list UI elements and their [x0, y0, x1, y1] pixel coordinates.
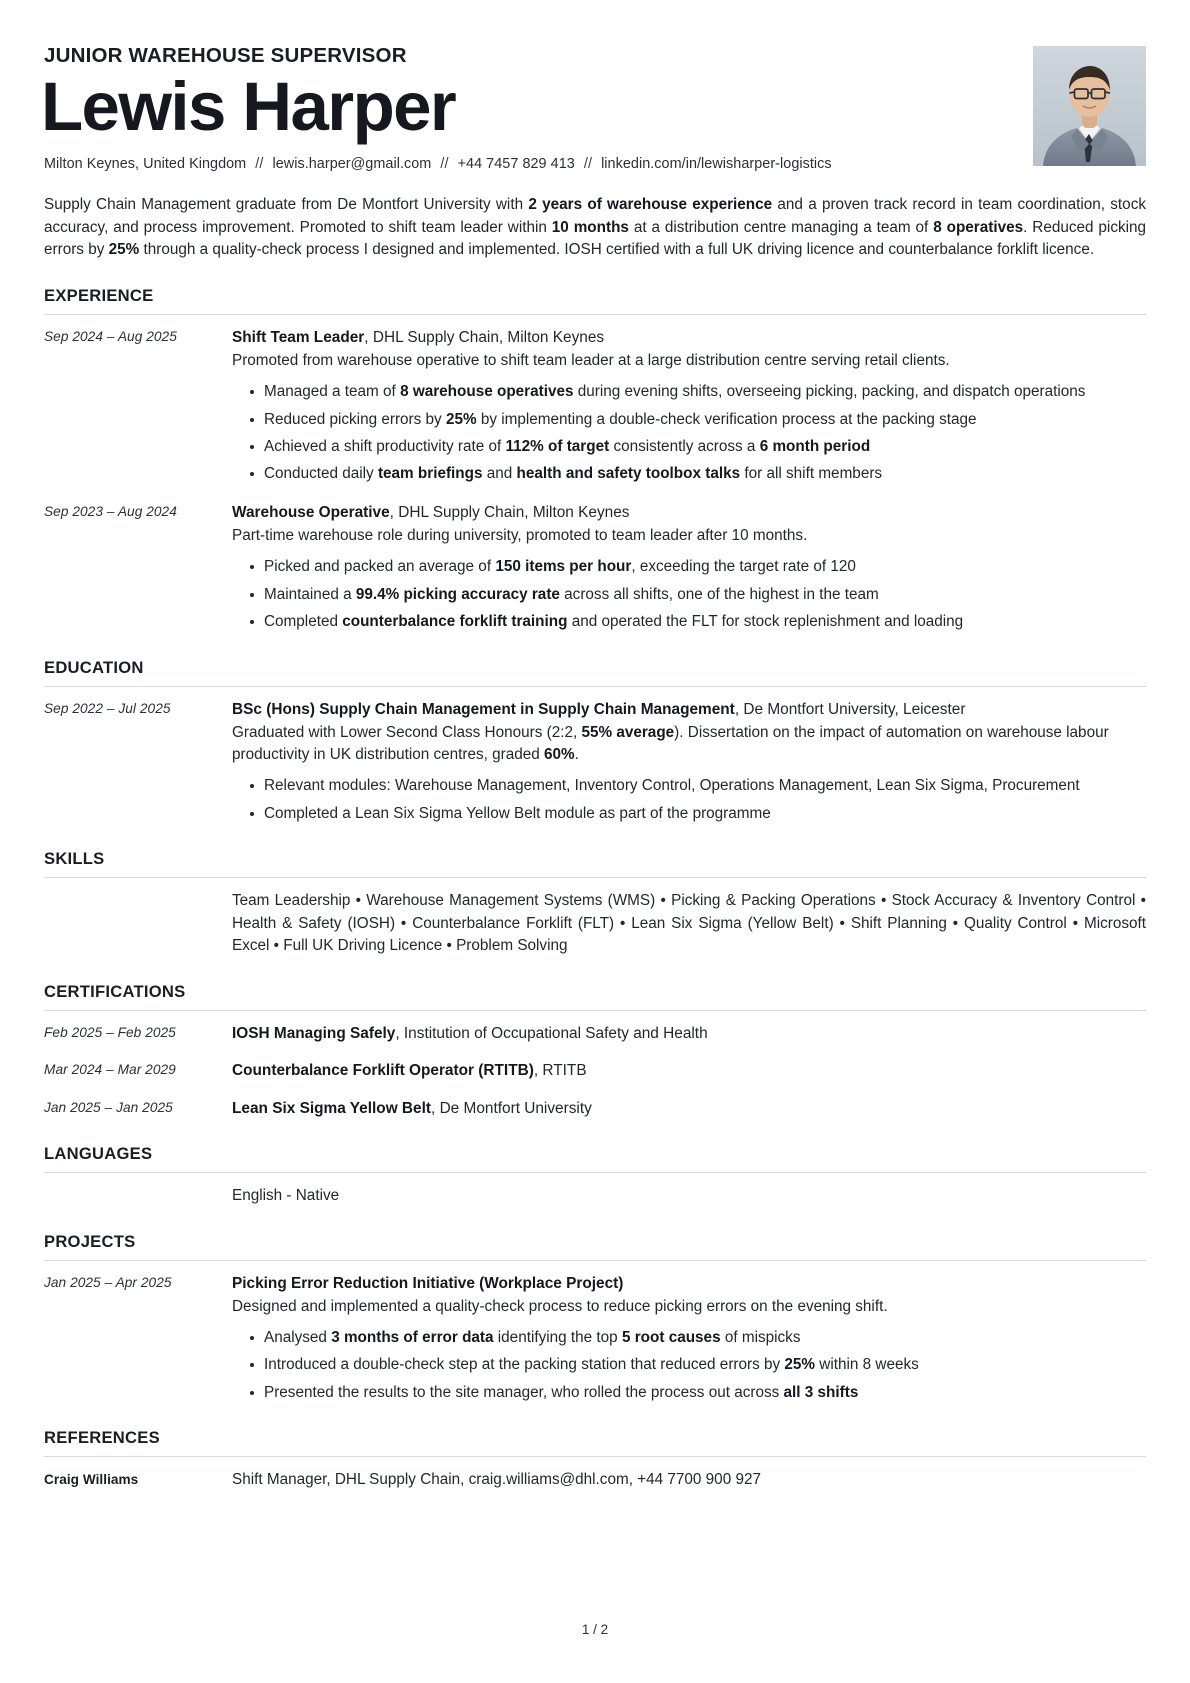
skills-list: [232, 890, 1146, 957]
skill-separator: •: [442, 937, 457, 955]
headshot-photo-icon: [1033, 46, 1146, 166]
education-bullet-item: [232, 775, 1146, 797]
section-certifications: [44, 982, 1146, 1121]
section-projects: [44, 1232, 1146, 1405]
experience-b3-frag-2: and: [482, 465, 517, 483]
experience-b1-frag-1: 25%: [445, 410, 477, 428]
reference-entry: [44, 1469, 1146, 1491]
skill-item: Picking & Packing Operations: [671, 892, 876, 910]
certification-entry-title-main: IOSH Managing Safely: [232, 1024, 396, 1042]
contact-separator-2: //: [440, 156, 449, 173]
project-entry-list: [44, 1273, 1146, 1405]
experience-b1-frag-2: across all shifts, one of the highest in the team: [559, 585, 879, 603]
experience-entry-title-main: Shift Team Leader: [232, 328, 365, 346]
avatar: [1033, 46, 1146, 166]
experience-entry-date: Sep 2024 – Aug 2025: [44, 328, 177, 344]
education-desc-frag-2: ). Dissertation on the impact of automation on warehouse labour productivity in UK distribution centres, graded: [232, 723, 1109, 763]
experience-bullet-item: [232, 381, 1146, 403]
experience-entry: [44, 327, 1146, 486]
experience-b1-frag-0: Reduced picking errors by: [264, 410, 446, 428]
certification-entry-list: [44, 1023, 1146, 1121]
certification-entry-title-main: Counterbalance Forklift Operator (RTITB): [232, 1062, 534, 1080]
section-experience: [44, 286, 1146, 634]
section-title-experience: EXPERIENCE: [44, 285, 154, 305]
education-entry-date: Sep 2022 – Jul 2025: [44, 700, 171, 716]
section-languages: [44, 1144, 1146, 1207]
experience-b1-frag-2: by implementing a double-check verification process at the packing stage: [476, 410, 977, 428]
experience-b0-frag-2: , exceeding the target rate of 120: [631, 558, 856, 576]
project-bullet-item: [232, 1382, 1146, 1404]
skill-item: Full UK Driving Licence: [283, 937, 443, 955]
experience-b0-frag-0: Managed a team of: [264, 383, 401, 401]
certification-entry: [44, 1098, 1146, 1120]
page-number: 1 / 2: [581, 1622, 609, 1637]
summary-frag-7: 25%: [108, 241, 140, 259]
contact-line: [44, 156, 1011, 172]
project-b1-frag-1: 25%: [784, 1356, 816, 1374]
experience-entry-list: [44, 327, 1146, 634]
education-entry-title-main: BSc (Hons) Supply Chain Management in Supply Chain Management: [232, 700, 735, 718]
project-b0-frag-3: 5 root causes: [621, 1328, 721, 1346]
summary-frag-6: . Reduced picking errors by: [44, 218, 1147, 259]
certification-entry-body: [232, 1060, 1146, 1082]
contact-phone[interactable]: +44 7457 829 413: [457, 156, 575, 173]
skill-item: Quality Control: [964, 914, 1067, 932]
education-bullet-list: [232, 775, 1146, 825]
reference-details: Shift Manager, DHL Supply Chain, craig.williams@dhl.com, +44 7700 900 927: [232, 1471, 761, 1489]
experience-entry-body: [232, 502, 1146, 634]
project-bullet-item: [232, 1354, 1146, 1376]
skill-item: Counterbalance Forklift (FLT): [412, 914, 615, 932]
section-divider: [44, 1172, 1146, 1173]
skill-separator: •: [614, 914, 632, 932]
skill-item: Shift Planning: [850, 914, 947, 932]
project-b0-frag-1: 3 months of error data: [331, 1328, 494, 1346]
experience-bullet-list: [232, 381, 1146, 486]
experience-entry-date: Sep 2023 – Aug 2024: [44, 503, 177, 519]
education-entry-description: [232, 722, 1146, 767]
contact-location: Milton Keynes, United Kingdom: [44, 156, 247, 173]
certification-entry-title: [232, 1060, 1146, 1082]
skill-separator: •: [1066, 914, 1084, 932]
experience-b3-frag-1: team briefings: [377, 465, 483, 483]
certification-entry-title-detail: , Institution of Occupational Safety and Health: [395, 1024, 708, 1042]
education-entry: [44, 699, 1146, 826]
experience-b3-frag-3: health and safety toolbox talks: [516, 465, 741, 483]
contact-email[interactable]: lewis.harper@gmail.com: [272, 156, 432, 173]
skills-row: [44, 890, 1146, 957]
skill-separator: •: [875, 892, 892, 910]
header-text-block: [41, 42, 1011, 173]
experience-b1-frag-0: Maintained a: [264, 585, 356, 603]
contact-separator-1: //: [255, 156, 264, 173]
skill-item: Lean Six Sigma (Yellow Belt): [631, 914, 834, 932]
section-divider: [44, 686, 1146, 687]
section-skills: [44, 849, 1146, 957]
certification-entry-title-detail: , RTITB: [533, 1062, 587, 1080]
section-divider: [44, 1010, 1146, 1011]
education-entry-title-detail: , De Montfort University, Leicester: [734, 700, 966, 718]
experience-b0-frag-0: Picked and packed an average of: [264, 558, 496, 576]
section-title-education: EDUCATION: [44, 657, 144, 677]
experience-b2-frag-1: 112% of target: [505, 438, 610, 455]
education-desc-frag-1: 55% average: [581, 723, 675, 741]
section-divider: [44, 314, 1146, 315]
experience-bullet-list: [232, 556, 1146, 633]
certification-entry: [44, 1023, 1146, 1045]
certification-entry-body: [232, 1098, 1146, 1120]
section-title-languages: LANGUAGES: [44, 1144, 153, 1164]
skill-separator: •: [833, 914, 851, 932]
resume-header: [41, 42, 1146, 173]
project-entry-title: [232, 1273, 1146, 1295]
education-b0-frag-0: Relevant modules: Warehouse Management, Inventory Control, Operations Management, Lean Six Sigma, Procurement: [264, 777, 1080, 795]
contact-separator-3: //: [583, 156, 592, 173]
experience-b1-frag-1: 99.4% picking accuracy rate: [355, 585, 560, 603]
experience-b0-frag-2: during evening shifts, overseeing picking, packing, and dispatch operations: [573, 383, 1086, 401]
experience-entry-title-detail: , DHL Supply Chain, Milton Keynes: [364, 328, 605, 346]
summary-frag-5: 8 operatives: [933, 218, 1024, 236]
languages-text: English - Native: [232, 1187, 340, 1205]
skill-item: Problem Solving: [456, 937, 568, 955]
education-entry-body: [232, 699, 1146, 826]
education-desc-frag-0: Graduated with Lower Second Class Honours (2:2,: [232, 723, 582, 741]
section-title-certifications: CERTIFICATIONS: [44, 981, 186, 1001]
skill-item: Team Leadership: [232, 892, 351, 910]
project-entry-description: Designed and implemented a quality-check process to reduce picking errors on the evening shift.: [232, 1297, 888, 1315]
experience-b2-frag-3: 6 month period: [759, 438, 871, 455]
education-bullet-item: [232, 803, 1146, 825]
education-desc-frag-3: 60%: [544, 745, 575, 763]
experience-b2-frag-0: Achieved a shift productivity rate of: [264, 438, 506, 455]
project-entry-title-main: Picking Error Reduction Initiative (Workplace Project): [232, 1274, 624, 1292]
certification-entry: [44, 1060, 1146, 1082]
project-b0-frag-2: identifying the top: [493, 1328, 622, 1346]
skill-separator: •: [1135, 892, 1147, 910]
experience-entry-description: Part-time warehouse role during university, promoted to team leader after 10 months.: [232, 526, 808, 544]
certification-entry-body: [232, 1023, 1146, 1045]
section-divider: [44, 877, 1146, 878]
summary-frag-8: through a quality-check process I designed and implemented. IOSH certified with a full UK driving licence and counterbalance forklift licence.: [139, 241, 1095, 259]
experience-bullet-item: [232, 584, 1146, 606]
section-title-projects: PROJECTS: [44, 1231, 136, 1251]
education-desc-frag-4: .: [574, 745, 579, 763]
project-b0-frag-0: Analysed: [264, 1328, 332, 1346]
experience-b0-frag-1: 8 warehouse operatives: [400, 383, 574, 401]
project-entry-body: [232, 1273, 1146, 1405]
experience-entry-title-main: Warehouse Operative: [232, 503, 390, 521]
experience-entry-title: [232, 327, 1146, 349]
education-b1-frag-0: Completed a Lean Six Sigma Yellow Belt module as part of the programme: [264, 804, 771, 822]
section-title-skills: SKILLS: [44, 849, 105, 869]
summary-frag-2: and a proven track record in team coordination, stock accuracy, and process improvement. Promoted to shift team leader within: [44, 196, 1146, 236]
project-b2-frag-0: Presented the results to the site manager, who rolled the process out across: [264, 1383, 784, 1401]
experience-b3-frag-4: for all shift members: [740, 465, 883, 483]
section-divider: [44, 1456, 1146, 1457]
project-b1-frag-0: Introduced a double-check step at the packing station that reduced errors by: [264, 1356, 785, 1374]
project-entry: [44, 1273, 1146, 1405]
experience-b3-frag-0: Conducted daily: [264, 465, 378, 483]
experience-entry-title: [232, 502, 1146, 524]
reference-name: Craig Williams: [44, 1472, 139, 1488]
contact-linkedin[interactable]: linkedin.com/in/lewisharper-logistics: [601, 156, 832, 173]
project-b1-frag-2: within 8 weeks: [815, 1356, 919, 1374]
experience-entry-title-detail: , DHL Supply Chain, Milton Keynes: [389, 503, 630, 521]
skill-item: Stock Accuracy & Inventory Control: [891, 892, 1136, 910]
section-education: [44, 658, 1146, 826]
skill-separator: •: [655, 892, 672, 910]
education-entry-title: [232, 699, 1146, 721]
summary-frag-0: Supply Chain Management graduate from De Montfort University with: [44, 196, 529, 214]
experience-b2-frag-2: consistently across a: [609, 438, 760, 455]
certification-entry-title: [232, 1023, 1146, 1045]
section-divider: [44, 1260, 1146, 1261]
project-b2-frag-1: all 3 shifts: [783, 1383, 859, 1401]
skill-separator: •: [269, 937, 284, 955]
reference-entry-list: [44, 1469, 1146, 1491]
certification-entry-title-detail: , De Montfort University: [431, 1100, 592, 1118]
skill-separator: •: [350, 892, 367, 910]
experience-entry: [44, 502, 1146, 634]
skill-separator: •: [946, 914, 964, 932]
skill-item: Health & Safety (IOSH): [232, 914, 396, 932]
summary-frag-4: at a distribution centre managing a team of: [628, 218, 934, 236]
summary-frag-3: 10 months: [551, 218, 629, 236]
education-entry-list: [44, 699, 1146, 826]
experience-b0-frag-1: 150 items per hour: [495, 558, 632, 576]
certification-entry-date: Mar 2024 – Mar 2029: [44, 1062, 176, 1078]
experience-b2-frag-2: and operated the FLT for stock replenishment and loading: [567, 613, 964, 631]
certification-entry-date: Feb 2025 – Feb 2025: [44, 1024, 176, 1040]
skill-separator: •: [395, 914, 413, 932]
experience-bullet-item: [232, 409, 1146, 431]
professional-summary: [44, 194, 1146, 261]
certification-entry-title-main: Lean Six Sigma Yellow Belt: [232, 1100, 432, 1118]
full-name: Lewis Harper: [41, 68, 456, 145]
project-bullet-item: [232, 1327, 1146, 1349]
experience-b2-frag-1: counterbalance forklift training: [342, 613, 568, 631]
experience-entry-description: Promoted from warehouse operative to shift team leader at a large distribution centre serving retail clients.: [232, 351, 950, 369]
job-title: JUNIOR WAREHOUSE SUPERVISOR: [44, 44, 407, 67]
experience-bullet-item: [232, 611, 1146, 633]
experience-b2-frag-0: Completed: [264, 613, 343, 631]
skill-item: Microsoft Excel: [232, 914, 1146, 955]
summary-frag-1: 2 years of warehouse experience: [528, 196, 773, 214]
skill-item: Warehouse Management Systems (WMS): [366, 892, 656, 910]
experience-bullet-item: [232, 463, 1146, 485]
project-b0-frag-4: of mispicks: [720, 1328, 801, 1346]
languages-row: [44, 1185, 1146, 1207]
experience-bullet-item: [232, 556, 1146, 578]
experience-entry-body: [232, 327, 1146, 486]
page-footer: [0, 1622, 1190, 1637]
section-references: [44, 1428, 1146, 1491]
section-title-references: REFERENCES: [44, 1428, 160, 1448]
experience-bullet-item: [232, 436, 1146, 458]
certification-entry-date: Jan 2025 – Jan 2025: [44, 1100, 173, 1116]
project-bullet-list: [232, 1327, 1146, 1404]
certification-entry-title: [232, 1098, 1146, 1120]
project-entry-date: Jan 2025 – Apr 2025: [44, 1274, 172, 1290]
